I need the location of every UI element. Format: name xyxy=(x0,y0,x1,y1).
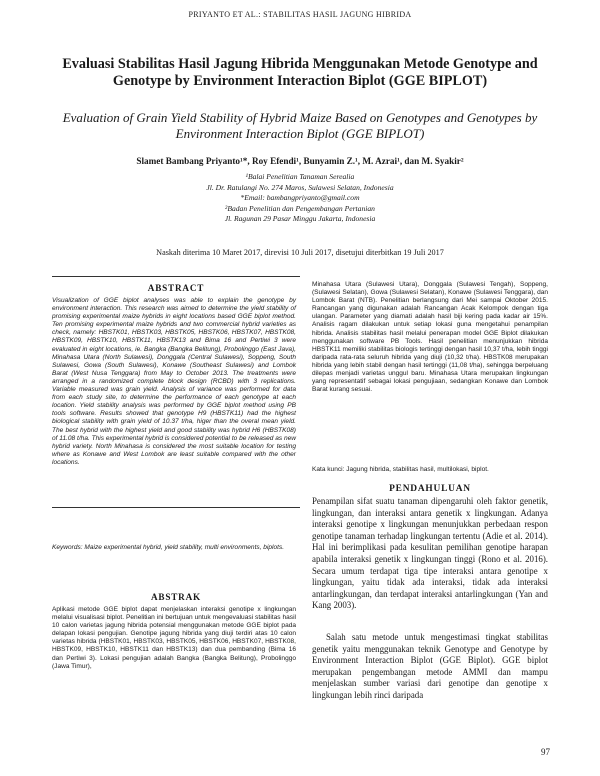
abstract-heading: ABSTRACT xyxy=(147,283,205,293)
affiliation-line: Jl. Dr. Ratulangi No. 274 Maros, Sulawesi Selatan, Indonesia xyxy=(206,182,394,192)
abstract-keywords xyxy=(52,544,296,552)
body-paragraph: Salah satu metode untuk mengestimasi tingkat stabilitas genetik yaitu menggunakan teknik Genotype and Genotype by Environment Interaction Biplot (GGE Biplot). GGE biplot merupakan pengembangan metode AMMI dan mampu menjelaskan sumber variasi dari genotipe dan genotipe x lingkungan lebih rinci daripada xyxy=(312,632,548,700)
paper-title: Evaluasi Stabilitas Hasil Jagung Hibrida Menggunakan Metode Genotype and Genotype by Environment Interaction Biplot (GGE BIPLOT) xyxy=(62,56,538,89)
keywords-label: Keywords: xyxy=(52,544,83,551)
abstrak-heading: ABSTRAK xyxy=(150,592,202,602)
page-number: 97 xyxy=(541,747,550,757)
abstrak-keywords xyxy=(312,466,548,474)
abstract-text: Visualization of GGE biplot analyses was able to explain the genotype by environment interaction. This research was aimed to determine the yield stability of promising experimental maize hybrids in eight locations based GGE biplot method. Ten promising experimental maize hybrids and two commercial hybrid varieties as check, namely: HBSTK01, HBSTK03, HBSTK05, HBSTK06, HBSTK07, HBSTK08, HBSTK09, HBSTK10, HBSTK11, HBSTK13 and Bima 16 and Pertiwi 3 were evaluated in eight locations, ie. Bangka (Bangka Belitung), Probolinggo (East Java), Minahasa Utara (North Sulawesi), Donggala (Central Sulawesi), Soppeng, South Sulawesi, Gowa (South Sulawesi), Konawe (Southeast Sulawesi) and Lombok Barat (West Nusa Tenggara) from May to October 2013. The treatments were arranged in a randomized complete block design (RCBD) with 3 replications. Variable measured was grain yield. Analysis of variance was performed for data from each study site, to determine the performance of each genotype at each location. Yield stability analysis was performed by GGE biplot method using PB tools software. Results showed that genotype H9 (HBSTK11) had the highest biological stability with grain yield of 10.37 t/ha, higer than the overal mean yield. The best hybrid with the highest yield and good stability was hybrid H6 (HBSTK08) of 11.08 t/ha. This experimental hybrid is considered potential to be released as new hybrid variety. North Minahasa is considered the most suitable location for testing where as Konawe and West Lombok are least suitable compared with the other locations. xyxy=(52,297,296,466)
affiliations xyxy=(150,172,450,225)
author-email: *Email: bambangpriyanto@gmail.com xyxy=(240,193,360,202)
pendahuluan-heading: PENDAHULUAN xyxy=(389,484,471,494)
abstrak-text-right: Minahasa Utara (Sulawesi Utara), Donggala (Sulawesi Tengah), Soppeng, (Sulawesi Selatan), Gowa (Sulawesi Selatan), Konawe (Sulawesi Tenggara), dan Lombok Barat (NTB). Penelitian berlangsung dari Mei sampai Oktober 2015. Rancangan yang digunakan adalah Rancangan Acak Kelompok dengan tiga ulangan. Parameter yang diamati adalah hasil biji kering pada kadar air 15%. Analisis ragam dilakukan untuk setiap lokasi guna mengetahui penampilan hibrida. Analisis stabilitas hasil melalui penerapan model GGE Biplot dilakukan menggunakan software PB Tools. Hasil penelitian menunjukkan hibrida HBSTK11 memiliki stabilitas biologis tertinggi dengan hasil 10,37 t/ha, lebih tinggi daripada rata-rata seluruh hibrida yang diuji (10,32 t/ha). HBSTK08 merupakan hibrida yang lebih stabil dengan hasil tertinggi (11,08 t/ha), sehingga berpeluang dilepas menjadi varietas unggul baru. Minahasa Utara merupakan lingkungan yang representatif sebagai lokasi pengujiaan, sedangkan Konawe dan Lombok Barat kurang sesuai. xyxy=(312,281,548,394)
author-list: Slamet Bambang Priyanto¹*, Roy Efendi¹, Bunyamin Z.¹, M. Azrai¹, dan M. Syakir² xyxy=(136,156,464,166)
paper-subtitle: Evaluation of Grain Yield Stability of Hybrid Maize Based on Genotypes and Genotypes by Environment Interaction Biplot (GGE BIPLOT) xyxy=(62,110,538,141)
affiliation-line: Jl. Ragunan 29 Pasar Minggu Jakarta, Indonesia xyxy=(224,214,376,223)
abstrak-text-left: Aplikasi metode GGE biplot dapat menjelaskan interaksi genotipe x lingkungan melalui visualisasi biplot. Penelitian ini bertujuan untuk mengevaluasi stabilitas hasil 10 calon varietas jagung hibrida potensial menggunakan metode GGE biplot pada delapan lokasi pengujian. Genotipe jagung hibrida yang diuji terdiri atas 10 calon varietas hibrida (HBSTK01, HBSTK03, HBSTK05, HBSTK06, HBSTK07, HBSTK08, HBSTK09, HBSTK10, HBSTK11 dan HBSTK13) dan dua pembanding (Bima 16 dan Pertiwi 3). Lokasi pengujian adalah Bangka (Bangka Belitung), Probolinggo (Jawa Timur), xyxy=(52,606,296,670)
keywords-value: Maize experimental hybrid, yield stability, multi environments, biplots. xyxy=(84,544,285,551)
body-paragraph: Penampilan sifat suatu tanaman dipengaruhi oleh faktor genetik, lingkungan, dan interaksi antara genetik x lingkungan. Adanya interaksi genotipe x lingkungan menunjukkan perbedaan respon genotipe tanaman terhadap lingkungan tertentu (Adie et al. 2014). Hal ini berimplikasi pada kesulitan pemilihan genotipe harapan apabila interaksi genetik x lingkungan tinggi (Rono et al. 2016). Secara umum terdapat tiga tipe interaksi antara genotipe x lingkungan, yaitu tidak ada interaksi, tidak ada interaksi antarlingkungan, dan terdapat interaksi antarlingkungan (Yan and Kang 2003). xyxy=(312,496,548,611)
received-dates: Naskah diterima 10 Maret 2017, direvisi 10 Juli 2017, disetujui diterbitkan 19 Juli 2017 xyxy=(156,248,444,257)
affiliation-line: ²Badan Penelitian dan Pengembangan Pertanian xyxy=(225,203,375,213)
kata-kunci-label: Kata kunci: xyxy=(312,466,345,473)
kata-kunci-value: Jagung hibrida, stabilitas hasil, multilokasi, biplot. xyxy=(346,466,489,473)
running-head: PRIYANTO ET AL.: STABILITAS HASIL JAGUNG HIBRIDA xyxy=(188,10,412,19)
affiliation-line: ¹Balai Penelitian Tanaman Serealia xyxy=(245,172,355,181)
